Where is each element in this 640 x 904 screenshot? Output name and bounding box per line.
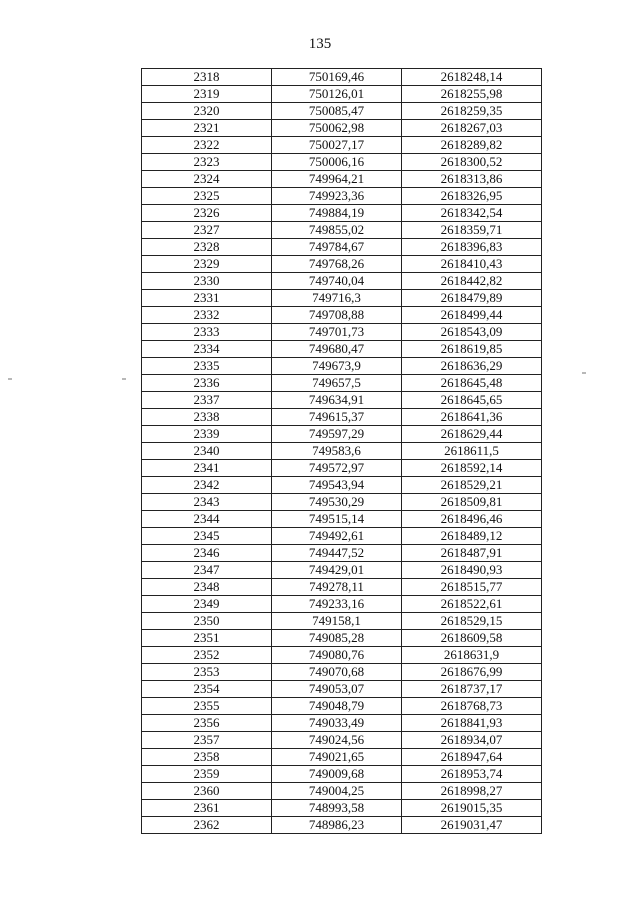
- point-number-cell: 2342: [142, 477, 272, 494]
- x-coordinate-cell: 750169,46: [272, 69, 402, 86]
- x-coordinate-cell: 749680,47: [272, 341, 402, 358]
- x-coordinate-cell: 750085,47: [272, 103, 402, 120]
- point-number-cell: 2360: [142, 783, 272, 800]
- x-coordinate-cell: 750126,01: [272, 86, 402, 103]
- table-row: [142, 630, 542, 647]
- x-coordinate-cell: 749048,79: [272, 698, 402, 715]
- point-number-cell: 2339: [142, 426, 272, 443]
- point-number-cell: 2328: [142, 239, 272, 256]
- point-number-cell: 2345: [142, 528, 272, 545]
- point-number-cell: 2321: [142, 120, 272, 137]
- point-number-cell: 2336: [142, 375, 272, 392]
- table-row: [142, 426, 542, 443]
- point-number-cell: 2324: [142, 171, 272, 188]
- x-coordinate-cell: 749233,16: [272, 596, 402, 613]
- table-row: [142, 375, 542, 392]
- y-coordinate-cell: 2618631,9: [402, 647, 542, 664]
- x-coordinate-cell: 749004,25: [272, 783, 402, 800]
- table-row: [142, 596, 542, 613]
- point-number-cell: 2350: [142, 613, 272, 630]
- point-number-cell: 2320: [142, 103, 272, 120]
- y-coordinate-cell: 2618737,17: [402, 681, 542, 698]
- point-number-cell: 2319: [142, 86, 272, 103]
- x-coordinate-cell: 749024,56: [272, 732, 402, 749]
- y-coordinate-cell: 2618934,07: [402, 732, 542, 749]
- point-number-cell: 2353: [142, 664, 272, 681]
- y-coordinate-cell: 2618396,83: [402, 239, 542, 256]
- y-coordinate-cell: 2618529,15: [402, 613, 542, 630]
- table-row: [142, 460, 542, 477]
- y-coordinate-cell: 2618342,54: [402, 205, 542, 222]
- y-coordinate-cell: 2618953,74: [402, 766, 542, 783]
- y-coordinate-cell: 2618359,71: [402, 222, 542, 239]
- table-row: [142, 154, 542, 171]
- x-coordinate-cell: 749884,19: [272, 205, 402, 222]
- scan-artifact: [8, 378, 12, 380]
- point-number-cell: 2343: [142, 494, 272, 511]
- y-coordinate-cell: 2619031,47: [402, 817, 542, 834]
- x-coordinate-cell: 750062,98: [272, 120, 402, 137]
- point-number-cell: 2351: [142, 630, 272, 647]
- y-coordinate-cell: 2618313,86: [402, 171, 542, 188]
- y-coordinate-cell: 2618645,65: [402, 392, 542, 409]
- x-coordinate-cell: 749080,76: [272, 647, 402, 664]
- table-row: [142, 613, 542, 630]
- point-number-cell: 2338: [142, 409, 272, 426]
- table-row: [142, 766, 542, 783]
- table-row: [142, 715, 542, 732]
- y-coordinate-cell: 2618641,36: [402, 409, 542, 426]
- y-coordinate-cell: 2618496,46: [402, 511, 542, 528]
- point-number-cell: 2341: [142, 460, 272, 477]
- x-coordinate-cell: 749053,07: [272, 681, 402, 698]
- point-number-cell: 2331: [142, 290, 272, 307]
- x-coordinate-cell: 750027,17: [272, 137, 402, 154]
- y-coordinate-cell: 2618489,12: [402, 528, 542, 545]
- scan-artifact: [122, 378, 126, 380]
- y-coordinate-cell: 2618410,43: [402, 256, 542, 273]
- table-row: [142, 749, 542, 766]
- x-coordinate-cell: 749070,68: [272, 664, 402, 681]
- point-number-cell: 2358: [142, 749, 272, 766]
- x-coordinate-cell: 749447,52: [272, 545, 402, 562]
- y-coordinate-cell: 2618509,81: [402, 494, 542, 511]
- y-coordinate-cell: 2618289,82: [402, 137, 542, 154]
- point-number-cell: 2318: [142, 69, 272, 86]
- point-number-cell: 2346: [142, 545, 272, 562]
- table-row: [142, 817, 542, 834]
- x-coordinate-cell: 748986,23: [272, 817, 402, 834]
- y-coordinate-cell: 2618326,95: [402, 188, 542, 205]
- y-coordinate-cell: 2618611,5: [402, 443, 542, 460]
- y-coordinate-cell: 2618490,93: [402, 562, 542, 579]
- table-row: [142, 545, 542, 562]
- x-coordinate-cell: 749572,97: [272, 460, 402, 477]
- y-coordinate-cell: 2618676,99: [402, 664, 542, 681]
- x-coordinate-cell: 749923,36: [272, 188, 402, 205]
- table-row: [142, 86, 542, 103]
- table-row: [142, 307, 542, 324]
- y-coordinate-cell: 2618619,85: [402, 341, 542, 358]
- table-row: [142, 800, 542, 817]
- table-row: [142, 256, 542, 273]
- point-number-cell: 2348: [142, 579, 272, 596]
- x-coordinate-cell: 749543,94: [272, 477, 402, 494]
- y-coordinate-cell: 2618300,52: [402, 154, 542, 171]
- x-coordinate-cell: 748993,58: [272, 800, 402, 817]
- y-coordinate-cell: 2618522,61: [402, 596, 542, 613]
- y-coordinate-cell: 2618267,03: [402, 120, 542, 137]
- point-number-cell: 2356: [142, 715, 272, 732]
- page-number: 135: [308, 36, 332, 52]
- table-row: [142, 205, 542, 222]
- point-number-cell: 2340: [142, 443, 272, 460]
- x-coordinate-cell: 749716,3: [272, 290, 402, 307]
- x-coordinate-cell: 749701,73: [272, 324, 402, 341]
- point-number-cell: 2349: [142, 596, 272, 613]
- table-row: [142, 732, 542, 749]
- x-coordinate-cell: 749158,1: [272, 613, 402, 630]
- table-row: [142, 120, 542, 137]
- y-coordinate-cell: 2618487,91: [402, 545, 542, 562]
- point-number-cell: 2347: [142, 562, 272, 579]
- x-coordinate-cell: 749009,68: [272, 766, 402, 783]
- y-coordinate-cell: 2618947,64: [402, 749, 542, 766]
- table-row: [142, 273, 542, 290]
- y-coordinate-cell: 2618442,82: [402, 273, 542, 290]
- point-number-cell: 2332: [142, 307, 272, 324]
- point-number-cell: 2333: [142, 324, 272, 341]
- point-number-cell: 2357: [142, 732, 272, 749]
- x-coordinate-cell: 750006,16: [272, 154, 402, 171]
- table-row: [142, 103, 542, 120]
- point-number-cell: 2325: [142, 188, 272, 205]
- x-coordinate-cell: 749085,28: [272, 630, 402, 647]
- table-row: [142, 222, 542, 239]
- y-coordinate-cell: 2618248,14: [402, 69, 542, 86]
- y-coordinate-cell: 2618768,73: [402, 698, 542, 715]
- y-coordinate-cell: 2618629,44: [402, 426, 542, 443]
- table-row: [142, 171, 542, 188]
- x-coordinate-cell: 749492,61: [272, 528, 402, 545]
- x-coordinate-cell: 749583,6: [272, 443, 402, 460]
- table-row: [142, 137, 542, 154]
- table-row: [142, 324, 542, 341]
- point-number-cell: 2361: [142, 800, 272, 817]
- x-coordinate-cell: 749278,11: [272, 579, 402, 596]
- x-coordinate-cell: 749740,04: [272, 273, 402, 290]
- point-number-cell: 2326: [142, 205, 272, 222]
- x-coordinate-cell: 749515,14: [272, 511, 402, 528]
- point-number-cell: 2337: [142, 392, 272, 409]
- table-row: [142, 783, 542, 800]
- table-row: [142, 239, 542, 256]
- y-coordinate-cell: 2618645,48: [402, 375, 542, 392]
- x-coordinate-cell: 749597,29: [272, 426, 402, 443]
- table-row: [142, 290, 542, 307]
- x-coordinate-cell: 749657,5: [272, 375, 402, 392]
- table-row: [142, 511, 542, 528]
- y-coordinate-cell: 2618609,58: [402, 630, 542, 647]
- x-coordinate-cell: 749530,29: [272, 494, 402, 511]
- y-coordinate-cell: 2618529,21: [402, 477, 542, 494]
- y-coordinate-cell: 2618543,09: [402, 324, 542, 341]
- table-row: [142, 392, 542, 409]
- x-coordinate-cell: 749021,65: [272, 749, 402, 766]
- table-row: [142, 443, 542, 460]
- point-number-cell: 2354: [142, 681, 272, 698]
- table-row: [142, 647, 542, 664]
- x-coordinate-cell: 749033,49: [272, 715, 402, 732]
- y-coordinate-cell: 2618515,77: [402, 579, 542, 596]
- point-number-cell: 2334: [142, 341, 272, 358]
- x-coordinate-cell: 749673,9: [272, 358, 402, 375]
- y-coordinate-cell: 2618636,29: [402, 358, 542, 375]
- table-row: [142, 341, 542, 358]
- table-row: [142, 69, 542, 86]
- x-coordinate-cell: 749634,91: [272, 392, 402, 409]
- scan-artifact: [582, 372, 586, 374]
- point-number-cell: 2352: [142, 647, 272, 664]
- table-row: [142, 494, 542, 511]
- point-number-cell: 2335: [142, 358, 272, 375]
- y-coordinate-cell: 2619015,35: [402, 800, 542, 817]
- table-row: [142, 528, 542, 545]
- point-number-cell: 2344: [142, 511, 272, 528]
- x-coordinate-cell: 749855,02: [272, 222, 402, 239]
- coordinates-table-body: [142, 69, 542, 834]
- table-row: [142, 562, 542, 579]
- y-coordinate-cell: 2618255,98: [402, 86, 542, 103]
- table-row: [142, 698, 542, 715]
- y-coordinate-cell: 2618499,44: [402, 307, 542, 324]
- table-row: [142, 188, 542, 205]
- coordinates-table: [141, 68, 542, 834]
- point-number-cell: 2329: [142, 256, 272, 273]
- x-coordinate-cell: 749429,01: [272, 562, 402, 579]
- table-row: [142, 664, 542, 681]
- point-number-cell: 2359: [142, 766, 272, 783]
- table-row: [142, 477, 542, 494]
- point-number-cell: 2362: [142, 817, 272, 834]
- table-row: [142, 579, 542, 596]
- y-coordinate-cell: 2618479,89: [402, 290, 542, 307]
- y-coordinate-cell: 2618592,14: [402, 460, 542, 477]
- x-coordinate-cell: 749964,21: [272, 171, 402, 188]
- y-coordinate-cell: 2618259,35: [402, 103, 542, 120]
- y-coordinate-cell: 2618998,27: [402, 783, 542, 800]
- x-coordinate-cell: 749708,88: [272, 307, 402, 324]
- point-number-cell: 2355: [142, 698, 272, 715]
- x-coordinate-cell: 749615,37: [272, 409, 402, 426]
- table-row: [142, 681, 542, 698]
- y-coordinate-cell: 2618841,93: [402, 715, 542, 732]
- x-coordinate-cell: 749784,67: [272, 239, 402, 256]
- x-coordinate-cell: 749768,26: [272, 256, 402, 273]
- point-number-cell: 2327: [142, 222, 272, 239]
- point-number-cell: 2323: [142, 154, 272, 171]
- table-row: [142, 358, 542, 375]
- point-number-cell: 2330: [142, 273, 272, 290]
- point-number-cell: 2322: [142, 137, 272, 154]
- table-row: [142, 409, 542, 426]
